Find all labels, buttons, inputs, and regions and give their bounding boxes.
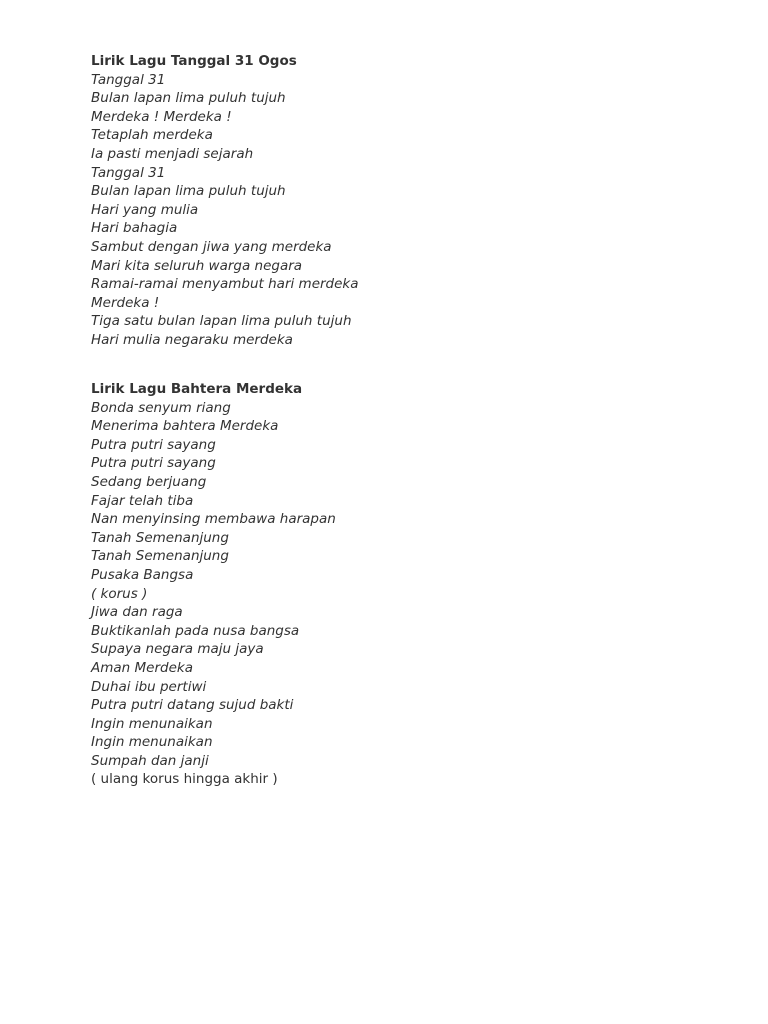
lyric-line: ( korus ) — [91, 585, 148, 602]
lyric-line: Aman Merdeka — [91, 659, 193, 676]
lyric-line: Bulan lapan lima puluh tujuh — [91, 183, 286, 200]
lyric-line: Merdeka ! Merdeka ! — [91, 108, 232, 125]
song-title: Lirik Lagu Tanggal 31 Ogos — [91, 53, 297, 69]
song-section-bahtera-merdeka — [91, 380, 691, 789]
lyric-line: Tetaplah merdeka — [91, 127, 213, 144]
lyric-line: Tanggal 31 — [91, 71, 166, 88]
lyric-line: Ingin menunaikan — [91, 734, 213, 751]
lyric-line: Merdeka ! — [91, 294, 160, 311]
lyric-line: Sumpah dan janji — [91, 752, 209, 769]
lyric-line: Supaya negara maju jaya — [91, 641, 264, 658]
lyric-line: Mari kita seluruh warga negara — [91, 257, 303, 274]
lyric-line: Tiga satu bulan lapan lima puluh tujuh — [91, 313, 352, 330]
lyric-line: Putra putri sayang — [91, 436, 216, 453]
lyric-line: Hari bahagia — [91, 220, 178, 237]
lyric-line: Bonda senyum riang — [91, 399, 231, 416]
lyric-line: Tanggal 31 — [91, 164, 166, 181]
lyric-line-closing: ( ulang korus hingga akhir ) — [91, 771, 278, 788]
lyric-line: Ingin menunaikan — [91, 715, 213, 732]
lyric-line: Sedang berjuang — [91, 473, 207, 490]
lyric-line: Ramai-ramai menyambut hari merdeka — [91, 276, 359, 293]
song-title: Lirik Lagu Bahtera Merdeka — [91, 381, 303, 397]
lyric-line: Fajar telah tiba — [91, 492, 194, 509]
lyric-line: Bulan lapan lima puluh tujuh — [91, 90, 286, 107]
lyric-line: Jiwa dan raga — [91, 604, 183, 621]
song-section-tanggal-31-ogos — [91, 52, 691, 350]
lyric-line: Nan menyinsing membawa harapan — [91, 511, 336, 528]
lyric-line: Putra putri sayang — [91, 455, 216, 472]
lyric-line: Tanah Semenanjung — [91, 548, 229, 565]
lyric-line: Buktikanlah pada nusa bangsa — [91, 622, 300, 639]
lyric-line: Menerima bahtera Merdeka — [91, 418, 279, 435]
lyric-line: Tanah Semenanjung — [91, 529, 229, 546]
lyric-line: Pusaka Bangsa — [91, 566, 194, 583]
lyric-line: Putra putri datang sujud bakti — [91, 697, 294, 714]
lyric-line: Ia pasti menjadi sejarah — [91, 145, 254, 162]
lyric-line: Hari yang mulia — [91, 201, 199, 218]
lyric-line: Duhai ibu pertiwi — [91, 678, 207, 695]
lyric-line: Hari mulia negaraku merdeka — [91, 331, 293, 348]
lyric-line: Sambut dengan jiwa yang merdeka — [91, 238, 332, 255]
